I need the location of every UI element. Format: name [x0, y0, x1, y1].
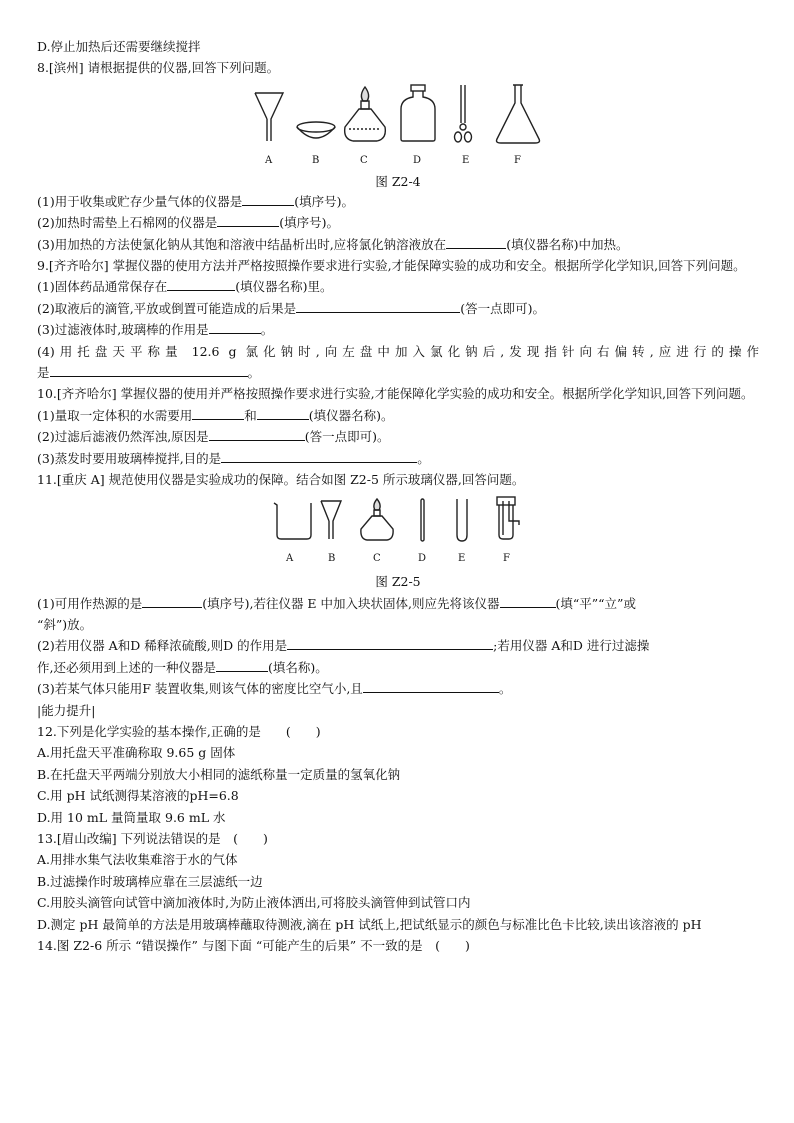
q11-part2: (2)若用仪器 A和D 稀释浓硫酸,则D 的作用是 ;若用仪器 A和D 进行过滤操	[37, 638, 650, 654]
q9-part2: (2)取液后的滴管,平放或倒置可能造成的后果是 (答一点即可)。	[37, 300, 545, 316]
q13-stem: 13.[眉山改编] 下列说法错误的是 ( )	[37, 830, 268, 846]
q12-option-a: A.用托盘天平准确称取 9.65 g 固体	[37, 745, 236, 761]
q12-stem: 12.下列是化学实验的基本操作,正确的是 ( )	[37, 723, 321, 739]
q10-stem: 10.[齐齐哈尔] 掌握仪器的使用并严格按照操作要求进行实验,才能保障化学实验的成功和安全。根据所学化学知识,回答下列问题。	[37, 386, 754, 402]
figure-z2-5-label-f: F	[503, 552, 510, 564]
q8-part3: (3)用加热的方法使氯化钠从其饱和溶液中结晶析出时,应将氯化钠溶液放在 (填仪器名称)中加热。	[37, 236, 629, 252]
figure-z2-5-caption: 图 Z2-5	[375, 573, 421, 589]
figure-z2-4	[37, 79, 759, 191]
q11-part2-cont: 作,还必须用到上述的一种仪器是 (填名称)。	[37, 659, 328, 675]
q9-part1: (1)固体药品通常保存在 (填仪器名称)里。	[37, 279, 333, 295]
evaporating-dish-icon	[297, 122, 335, 138]
glass-rod-icon	[421, 499, 424, 541]
funnel-icon	[255, 93, 283, 141]
funnel-icon	[321, 501, 341, 539]
alcohol-lamp-icon	[361, 499, 393, 540]
figure-z2-4-label-c: C	[360, 154, 368, 166]
q13-option-c: C.用胶头滴管向试管中滴加液体时,为防止液体洒出,可将胶头滴管伸到试管口内	[37, 895, 471, 911]
figure-z2-5-label-d: D	[418, 552, 427, 564]
q11-part3: (3)若某气体只能用F 装置收集,则该气体的密度比空气小,且 。	[37, 681, 512, 697]
q8-stem: 8.[滨州] 请根据提供的仪器,回答下列问题。	[37, 60, 280, 76]
q7-option-d: D.停止加热后还需要继续搅拌	[37, 39, 201, 54]
q9-part4: (4)用托盘天平称量 12.6 g 氯化钠时,向左盘中加入氯化钠后,发现指针向右偏转,应进行的操作	[37, 343, 759, 359]
figure-z2-5-label-e: E	[458, 552, 466, 564]
figure-z2-4-label-a: A	[265, 154, 273, 166]
figure-z2-4-label-b: B	[312, 154, 320, 166]
wide-mouth-bottle-icon	[401, 85, 435, 141]
q12-option-d: D.用 10 mL 量筒量取 9.6 mL 水	[37, 809, 226, 825]
gas-collecting-device-icon	[497, 497, 519, 539]
q9-part4-cont: 是 。	[37, 365, 261, 381]
q11-part1: (1)可用作热源的是 (填序号),若往仪器 E 中加入块状固体,则应先将该仪器 (填“平”“立”或	[37, 595, 636, 611]
conical-flask-icon	[497, 85, 540, 143]
q12-option-b: B.在托盘天平两端分别放大小相同的滤纸称量一定质量的氢氧化钠	[37, 766, 401, 782]
figure-z2-5	[37, 495, 759, 593]
crucible-tongs-icon	[455, 85, 472, 142]
q13-option-d: D.测定 pH 最简单的方法是用玻璃棒蘸取待测液,滴在 pH 试纸上,把试纸显示的颜色与标准比色卡比较,读出该溶液的 pH	[37, 916, 702, 932]
q8-part2: (2)加热时需垫上石棉网的仪器是 (填序号)。	[37, 215, 339, 231]
q14-stem: 14.图 Z2-6 所示 “错误操作” 与图下面 “可能产生的后果” 不一致的是 ( )	[37, 938, 470, 953]
q12-option-c: C.用 pH 试纸测得某溶液的pH=6.8	[37, 788, 239, 804]
q11-stem: 11.[重庆 A] 规范使用仪器是实验成功的保障。结合如图 Z2-5 所示玻璃仪器,回答问题。	[37, 472, 525, 488]
figure-z2-4-label-f: F	[514, 154, 521, 166]
figure-z2-5-label-a: A	[286, 552, 294, 564]
alcohol-lamp-icon	[345, 87, 386, 141]
figure-z2-5-label-c: C	[373, 552, 381, 564]
q9-part3: (3)过滤液体时,玻璃棒的作用是 。	[37, 322, 274, 338]
test-tube-icon	[457, 499, 467, 541]
q13-option-a: A.用排水集气法收集难溶于水的气体	[37, 852, 238, 868]
section-heading-ability: |能力提升|	[37, 702, 96, 718]
q10-part1: (1)量取一定体积的水需要用 和 (填仪器名称)。	[37, 407, 394, 423]
worksheet-page	[37, 36, 759, 956]
figure-z2-4-label-e: E	[462, 154, 470, 166]
figure-z2-5-label-b: B	[328, 552, 336, 564]
q9-stem: 9.[齐齐哈尔] 掌握仪器的使用方法并严格按照操作要求进行实验,才能保障实验的成功和安全。根据所学化学知识,回答下列问题。	[37, 258, 746, 274]
q8-part1: (1)用于收集或贮存少量气体的仪器是 (填序号)。	[37, 193, 354, 209]
figure-z2-4-caption: 图 Z2-4	[375, 173, 421, 189]
q13-option-b: B.过滤操作时玻璃棒应靠在三层滤纸一边	[37, 873, 263, 889]
figure-z2-4-label-d: D	[413, 154, 422, 166]
q10-part3: (3)蒸发时要用玻璃棒搅拌,目的是 。	[37, 450, 430, 466]
q10-part2: (2)过滤后滤液仍然浑浊,原因是 (答一点即可)。	[37, 429, 390, 445]
beaker-icon	[274, 503, 311, 539]
q11-part1-cont: “斜”)放。	[37, 616, 93, 632]
